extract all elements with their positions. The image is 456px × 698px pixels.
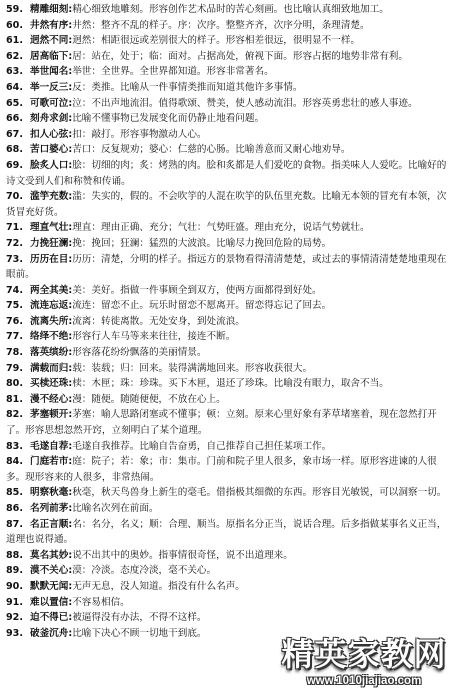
idiom-entry [6, 18, 452, 34]
idiom-definition: 流离：转徙离散。无处安身，到处流浪。 [72, 315, 245, 327]
entry-number: 82. [6, 409, 23, 421]
entry-number: 65. [6, 97, 23, 109]
entry-number: 74. [6, 284, 23, 296]
idiom-term: 名正言顺: [30, 518, 73, 530]
idiom-definition: 漫：随便。随随便便，不放在心上。 [72, 393, 226, 405]
entry-number: 76. [6, 315, 23, 327]
idiom-term: 扣人心弦: [30, 128, 73, 140]
idiom-entry [6, 345, 452, 361]
idiom-term: 两全其美: [30, 284, 73, 296]
idiom-term: 苦口婆心: [30, 144, 73, 156]
idiom-entry [6, 361, 452, 377]
idiom-definition: 苦口：反复规劝；婆心：仁慈的心肠。比喻善意而又耐心地劝导。 [72, 144, 351, 156]
watermark-logo [278, 634, 450, 694]
idiom-term: 理直气壮: [30, 222, 73, 234]
idiom-term: 名列前茅: [30, 503, 73, 514]
idiom-entry [6, 158, 452, 189]
idiom-entry [6, 2, 452, 18]
idiom-definition: 不容易相信。 [72, 596, 130, 608]
idiom-definition: 挽：挽回；狂澜：猛烈的大波浪。比喻尽力挽回危险的局势。 [72, 237, 332, 249]
idiom-term: 满载而归: [30, 362, 73, 374]
idiom-definition: 名：名分，名义；顺：合理、顺当。原指名分正当，说话合理。后多指做某事名义正当，道理也说得通。 [6, 518, 447, 546]
idiom-entry [6, 80, 452, 96]
watermark-title: 精英家教网 [281, 635, 447, 673]
idiom-definition: 比喻不懂事物已发展变化而仍静止地看问题。 [72, 113, 265, 125]
idiom-entry [6, 439, 452, 455]
idiom-term: 滥竽充数: [30, 191, 73, 203]
idiom-term: 茅塞顿开: [30, 409, 73, 421]
idiom-term: 举一反三: [30, 81, 73, 93]
entry-number: 73. [6, 253, 23, 265]
idiom-definition: 形容落花纷纷飘落的美丽情景。 [72, 347, 207, 359]
idiom-term: 默默无闻: [30, 580, 73, 592]
idiom-definition: 秋毫，秋天鸟兽身上新生的毫毛。借指极其细微的东西。形容目光敏锐，可以洞察一切。 [72, 487, 447, 499]
entry-number: 68. [6, 144, 23, 156]
entry-number: 79. [6, 362, 23, 374]
idiom-term: 破釜沉舟: [30, 627, 73, 639]
idiom-term: 居高临下: [30, 50, 73, 62]
entry-number: 87. [6, 518, 23, 530]
idiom-term: 流连忘返: [30, 300, 73, 312]
idiom-definition: 迥然：相距很远或差别很大的样子。形容相差很远，很明显不一样。 [72, 35, 361, 47]
entry-number: 83. [6, 440, 23, 452]
entry-number: 59. [6, 4, 23, 15]
idiom-term: 难以置信: [30, 596, 73, 608]
idiom-entry [6, 142, 452, 158]
idiom-entry [6, 454, 452, 485]
idiom-term: 明察秋毫: [30, 487, 73, 499]
idiom-entry [6, 392, 452, 408]
entry-number: 75. [6, 300, 23, 312]
idiom-definition: 流连：留恋不止。玩乐时留恋不愿离开。留恋得忘记了回去。 [72, 300, 332, 312]
idiom-definition: 被逼得没有办法，不得不这样。 [72, 612, 207, 624]
entry-number: 72. [6, 237, 23, 249]
idiom-entry [6, 283, 452, 299]
entry-number: 60. [6, 19, 23, 31]
entry-number: 88. [6, 549, 23, 561]
idiom-definition: 比喻下决心不顾一切地干到底。 [72, 627, 207, 639]
entry-number: 89. [6, 565, 23, 577]
idiom-definition: 精心细致地雕刻。形容创作艺术品时的苦心刻画。也比喻认真细致地加工。 [72, 4, 389, 15]
idiom-term: 迫不得已: [30, 612, 73, 624]
entry-number: 84. [6, 456, 23, 468]
idiom-term: 落英缤纷: [30, 347, 73, 359]
idiom-definition: 井然：整齐不乱的样子。序：次序。整整齐齐，次序分明，条理清楚。 [72, 19, 370, 31]
idiom-entry [6, 220, 452, 236]
idiom-entry [6, 595, 452, 611]
idiom-definition: 庭：院子；若：象；市：集市。门前和院子里人很多，象市场一样。原形容进谏的人很多。现形容来的人很多，非常热闹。 [6, 456, 437, 483]
idiom-term: 漫不经心: [30, 393, 73, 405]
idiom-term: 门庭若市: [30, 456, 73, 468]
entry-number: 69. [6, 159, 23, 171]
entry-number: 93. [6, 627, 23, 639]
idiom-term: 举世闻名: [30, 66, 73, 78]
idiom-entry [6, 111, 452, 127]
watermark-url: www.1010jiajiao.com [306, 675, 422, 687]
idiom-term: 莫名其妙: [30, 549, 73, 561]
idiom-entry [6, 376, 452, 392]
entry-number: 62. [6, 50, 23, 62]
entry-number: 66. [6, 113, 23, 125]
idiom-definition: 居：站在，处于；临：面对。占据高处，俯视下面。形容占据的地势非常有利。 [72, 50, 408, 62]
idiom-entry [6, 96, 452, 112]
idiom-definition: 历历：清楚，分明的样子。指远方的景物看得清清楚楚，或过去的事情清清楚楚地重现在眼前。 [6, 253, 447, 281]
idiom-entry [6, 33, 452, 49]
idiom-term: 漠不关心: [30, 565, 73, 577]
entry-number: 71. [6, 222, 23, 234]
idiom-term: 精雕细刻: [30, 4, 73, 15]
entry-number: 77. [6, 331, 23, 343]
entry-number: 63. [6, 66, 23, 78]
idiom-entry [6, 548, 452, 564]
entry-number: 90. [6, 580, 23, 592]
entry-number: 91. [6, 596, 23, 608]
idiom-term: 迥然不同: [30, 35, 73, 47]
idiom-term: 井然有序: [30, 19, 73, 31]
idiom-term: 刻舟求剑: [30, 113, 73, 125]
idiom-definition: 形容行人车马等来来往往，接连不断。 [72, 331, 236, 343]
idiom-definition: 滥：失实的，假的。不会吹竽的人混在吹竽的队伍里充数。比喻无本领的冒充有本领，次货冒充好货。 [6, 191, 447, 218]
idiom-definition: 毛遂自我推荐。比喻自告奋勇，自己推荐自己担任某项工作。 [72, 440, 332, 452]
idiom-entry [6, 579, 452, 595]
idiom-entry [6, 501, 452, 517]
idiom-definition: 举世：全世界。全世界都知道。形容非常著名。 [72, 66, 274, 78]
idiom-definition: 漠：冷淡。态度冷淡，毫不关心。 [72, 565, 217, 577]
idiom-definition: 反：类推。比喻从一件事情类推而知道其他许多事情。 [72, 81, 303, 93]
idiom-definition: 脍：切细的肉；炙：烤熟的肉。脍和炙都是人们爱吃的食物。指美味人人爱吃。比喻好的诗文受到人们和称赞和传诵。 [6, 159, 447, 187]
idiom-definition: 扣：敲打。形容事物激动人心。 [72, 128, 207, 140]
idiom-entry [6, 127, 452, 143]
entry-number: 67. [6, 128, 23, 140]
entry-number: 86. [6, 503, 23, 514]
idiom-entry [6, 189, 452, 220]
idiom-definition: 美：美好。指做一件事顾全到双方，使两方面都得到好处。 [72, 284, 322, 296]
idiom-term: 流离失所: [30, 315, 73, 327]
entry-number: 70. [6, 191, 23, 203]
entry-number: 78. [6, 347, 23, 359]
idiom-entry [6, 329, 452, 345]
idiom-term: 力挽狂澜: [30, 237, 73, 249]
idiom-entry [6, 236, 452, 252]
idiom-term: 可歌可泣: [30, 97, 73, 109]
idiom-definition: 理直：理由正确、充分；气壮：气势旺盛。理由充分，说话气势就壮。 [72, 222, 370, 234]
idiom-entry [6, 252, 452, 283]
idiom-definition: 无声无息，没人知道。指没有什么名声。 [72, 580, 245, 592]
idiom-entry [6, 485, 452, 501]
idiom-definition: 茅塞：喻人思路闭塞或不懂事；顿：立刻。原来心里好象有茅草堵塞着，现在忽然打开了。形容思想忽然开窍，立刻明白了某个道理。 [6, 409, 437, 437]
idiom-definition: 说不出其中的奥妙。指事情很奇怪，说不出道理来。 [72, 549, 293, 561]
entry-number: 85. [6, 487, 23, 499]
idiom-term: 买椟还珠: [30, 378, 73, 390]
entry-number: 80. [6, 378, 23, 390]
entry-number: 64. [6, 81, 23, 93]
idiom-entry [6, 563, 452, 579]
entry-number: 61. [6, 35, 23, 47]
idiom-entry [6, 610, 452, 626]
idiom-term: 毛遂自荐: [30, 440, 73, 452]
idiom-entry [6, 49, 452, 65]
idiom-definition: 椟：木匣；珠：珍珠。买下木匣，退还了珍珠。比喻没有眼力，取舍不当。 [72, 378, 389, 390]
idiom-term: 脍炙人口: [30, 159, 73, 171]
idiom-term: 络绎不绝: [30, 331, 73, 343]
idiom-entry [6, 314, 452, 330]
idiom-entry [6, 407, 452, 438]
entry-number: 92. [6, 612, 23, 624]
idiom-term: 历历在目: [30, 253, 73, 265]
idiom-entry [6, 298, 452, 314]
entry-number: 81. [6, 393, 23, 405]
idiom-definition: 泣：不出声地流泪。值得歌颂、赞美，使人感动流泪。形容英勇悲壮的感人事迹。 [72, 97, 418, 109]
idiom-entry [6, 64, 452, 80]
idiom-definition: 载：装载；归：回来。装得满满地回来。形容收获很大。 [72, 362, 313, 374]
idiom-entry [6, 517, 452, 548]
idiom-definition: 比喻名次列在前面。 [72, 503, 159, 514]
